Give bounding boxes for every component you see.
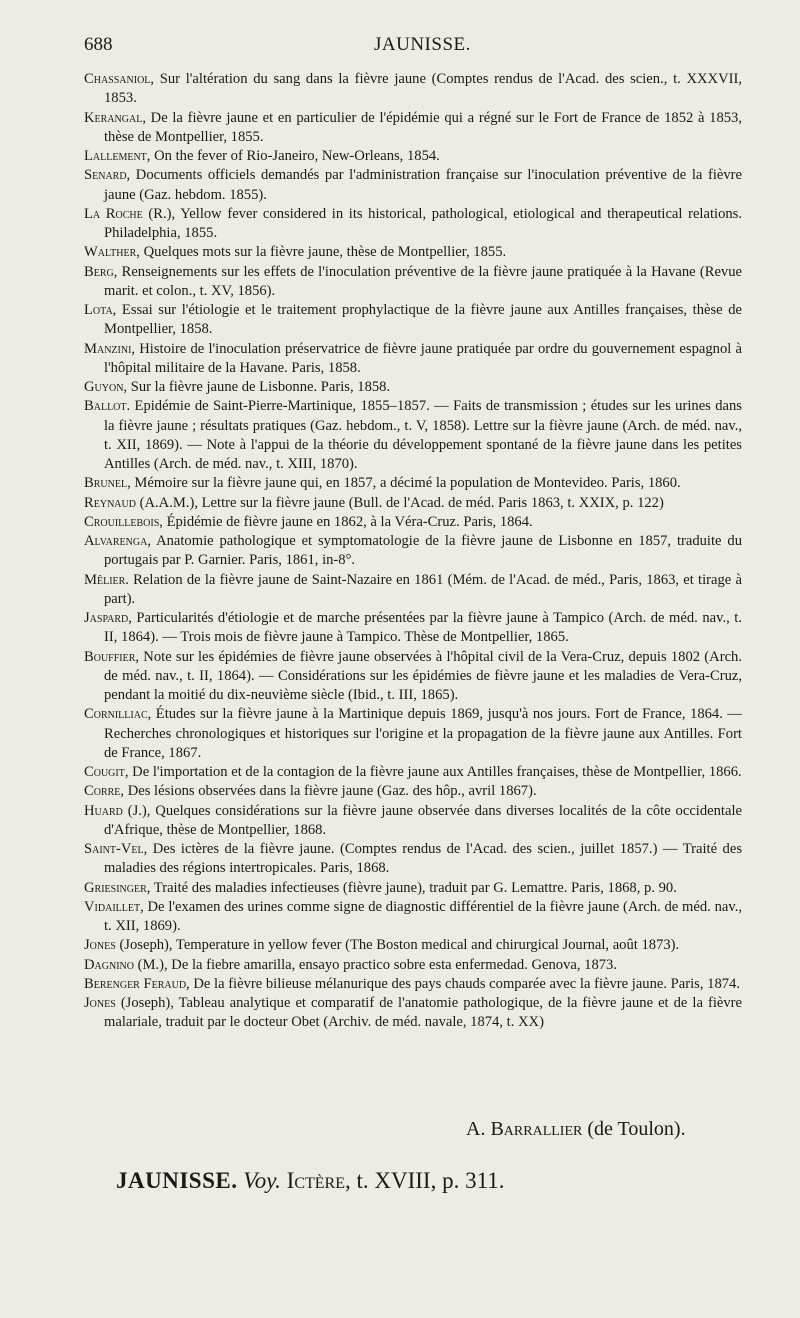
bibliography-entry — [84, 205, 742, 244]
entry-author: Ballot. — [84, 398, 131, 415]
bibliography-entry — [84, 340, 742, 379]
entry-text: De la fièvre jaune et en particulier de l'épidémie qui a régné sur le Fort de France de 1852 à 1853, thèse de Montpellier, 1855. — [104, 109, 742, 145]
bibliography-entry — [84, 474, 742, 493]
bibliography-entry — [84, 513, 742, 532]
entry-author: Vidaillet, — [84, 898, 144, 915]
entry-text: Épidémie de fièvre jaune en 1862, à la Véra-Cruz. Paris, 1864. — [162, 513, 533, 530]
entry-author: Jaspard, — [84, 610, 132, 626]
bibliography-entry — [84, 243, 742, 262]
entry-author: Berg, — [84, 263, 118, 280]
entry-author: Cougit, — [84, 764, 129, 780]
signature-place: (de Toulon). — [587, 1118, 686, 1140]
entry-text: Mémoire sur la fièvre jaune qui, en 1857, a décimé la population de Montevideo. Paris, 1860. — [130, 475, 681, 492]
entry-author: Chassaniol, — [84, 71, 155, 87]
entry-author: Dagnino — [84, 956, 134, 973]
entry-author: Saint-Vel, — [84, 841, 148, 857]
running-title: JAUNISSE. — [374, 34, 471, 55]
entry-text: Études sur la fièvre jaune à la Martinique depuis 1869, jusqu'à nos jours. Fort de France, 1864. — Recherches chronologiques et historiques sur l'origine et la propagation de la fièvre jaune aux Antilles. Fort de France, 1867. — [104, 706, 742, 761]
entry-author: Jones — [84, 937, 116, 954]
entry-text: De la fièvre bilieuse mélanurique des pays chauds comparée avec la fièvre jaune. Paris, 1874. — [189, 975, 740, 992]
entry-text: Sur la fièvre jaune de Lisbonne. Paris, 1858. — [127, 379, 391, 395]
entry-author: Griesinger, — [84, 879, 151, 896]
signature-name: Barrallier — [490, 1118, 583, 1140]
entry-text: Sur l'altération du sang dans la fièvre jaune (Comptes rendus de l'Acad. des scien., t. XXXVII, 1853. — [104, 71, 742, 107]
entry-author: Kerangal, — [84, 109, 146, 126]
bibliography-entry — [84, 648, 742, 706]
bibliography-entry — [84, 571, 742, 610]
entry-author: Cornilliac, — [84, 706, 152, 723]
bibliography-entry — [84, 705, 742, 763]
entry-author: Lota, — [84, 302, 117, 318]
entry-author: Berenger Feraud, — [84, 975, 190, 992]
bibliography-entry — [84, 802, 742, 841]
crossref-target: Ictère, — [286, 1168, 351, 1193]
entry-author: Jones — [84, 995, 116, 1011]
bibliography-entry — [84, 898, 742, 937]
entry-text: Histoire de l'inoculation préservatrice de fièvre jaune pratiquée par ordre du gouvernement espagnol à l'hôpital militaire de la Havane. Paris, 1858. — [104, 340, 742, 376]
crossref-headword: JAUNISSE. — [116, 1168, 238, 1193]
bibliography-entry — [84, 109, 742, 148]
entry-author: Manzini, — [84, 340, 136, 357]
bibliography-entry — [84, 975, 742, 994]
bibliography-entry — [84, 263, 742, 302]
entry-text: Renseignements sur les effets de l'inoculation préventive de la fièvre jaune pratiquée à la Havane (Revue marit. et colon., t. XV, 1856). — [104, 263, 742, 299]
bibliography-entry — [84, 70, 742, 109]
entry-text: (J.), Quelques considérations sur la fièvre jaune observée dans diverses localités de la côte occidentale d'Afrique, thèse de Montpellier, 1868. — [104, 802, 742, 838]
entry-text: (A.A.M.), Lettre sur la fièvre jaune (Bull. de l'Acad. de méd. Paris 1863, t. XXIX, p. 122) — [135, 494, 664, 511]
entry-text: Essai sur l'étiologie et le traitement prophylactique de la fièvre jaune aux Antilles françaises, thèse de Montpellier, 1858. — [104, 302, 742, 338]
entry-author: Alvarenga, — [84, 533, 151, 549]
entry-author: Corre, — [84, 783, 125, 800]
bibliography-entry — [84, 936, 742, 955]
bibliography-entry — [84, 301, 742, 340]
entry-author: Crouillebois, — [84, 513, 163, 530]
bibliography-entry — [84, 763, 742, 782]
entry-author: Bouffier, — [84, 648, 140, 665]
entry-text: (M.), De la fiebre amarilla, ensayo practico sobre esta enfermedad. Genova, 1873. — [133, 956, 617, 973]
entry-author: Guyon, — [84, 379, 128, 395]
entry-author: Mêlier. — [84, 571, 129, 588]
crossref-location: t. XVIII, p. 311. — [356, 1168, 505, 1193]
bibliography-entry — [84, 166, 742, 205]
entry-author: Huard — [84, 802, 123, 819]
bibliography-entry — [84, 397, 742, 474]
bibliography-entry — [84, 782, 742, 801]
entry-text: Epidémie de Saint-Pierre-Martinique, 1855–1857. — Faits de transmission ; études sur les urines dans la fièvre jaune ; résultats pratiques (Gaz. hebdom., t. V, 1858). Lettre sur la fièvre jaune (Arch. de méd. nav., t. XII, 1869). — Note à l'appui de la théorie du développement spontané de la fièvre jaune dans les petites Antilles (Arch. de méd. nav., t. XIII, 1870). — [104, 398, 742, 472]
entry-text: Anatomie pathologique et symptomatologie de la fièvre jaune de Lisbonne en 1857, traduite du portugais par P. Garnier. Paris, 1861, in-8°. — [104, 533, 742, 569]
entry-text: Documents officiels demandés par l'administration française sur l'inoculation préventive de la fièvre jaune (Gaz. hebdom. 1855). — [104, 167, 742, 203]
entry-text: Note sur les épidémies de fièvre jaune observées à l'hôpital civil de la Vera-Cruz, depuis 1802 (Arch. de méd. nav., t. II, 1864). — Considérations sur les épidémies de fièvre jaune et les maladies de Vera-Cruz, pendant la moitié du dix-neuvième siècle (Ibid., t. III, 1865). — [104, 648, 742, 703]
page-number: 688 — [84, 34, 113, 55]
bibliography-entry — [84, 147, 742, 166]
author-signature — [466, 1118, 686, 1141]
bibliography-entry — [84, 378, 742, 397]
bibliography-entry — [84, 494, 742, 513]
crossref-voy: Voy. — [243, 1168, 281, 1193]
signature-initial: A. — [466, 1118, 486, 1140]
page-header — [84, 34, 744, 64]
cross-reference — [116, 1168, 504, 1194]
entry-text: (Joseph), Tableau analytique et comparatif de l'anatomie pathologique, de la fièvre jaune et de la fièvre malariale, traduit par le docteur Obet (Archiv. de méd. navale, 1874, t. XX) — [104, 995, 742, 1031]
entry-author: Senard, — [84, 167, 131, 184]
entry-text: De l'importation et de la contagion de la fièvre jaune aux Antilles françaises, thèse de Montpellier, 1866. — [128, 764, 742, 780]
entry-text: Relation de la fièvre jaune de Saint-Nazaire en 1861 (Mém. de l'Acad. de méd., Paris, 1863, et tirage à part). — [104, 571, 742, 607]
entry-text: Des ictères de la fièvre jaune. (Comptes rendus de l'Acad. des scien., juillet 1857.) — Traité des maladies des régions intertropicales. Paris, 1868. — [104, 841, 742, 877]
bibliography-entry — [84, 609, 742, 648]
entry-text: Des lésions observées dans la fièvre jaune (Gaz. des hôp., avril 1867). — [124, 783, 537, 800]
entry-text: (Joseph), Temperature in yellow fever (The Boston medical and chirurgical Journal, août 1873). — [115, 937, 680, 954]
bibliography-entry — [84, 840, 742, 879]
entry-text: Traité des maladies infectieuses (fièvre jaune), traduit par G. Lemattre. Paris, 1868, p. 90. — [150, 879, 677, 896]
entry-author: Lallement, — [84, 148, 151, 164]
entry-author: Reynaud — [84, 494, 136, 511]
bibliography-entry — [84, 532, 742, 571]
entry-text: De l'examen des urines comme signe de diagnostic différentiel de la fièvre jaune (Arch. de méd. nav., t. XII, 1869). — [104, 898, 742, 934]
bibliography-entry — [84, 956, 742, 975]
bibliography-entry — [84, 879, 742, 898]
entry-text: Quelques mots sur la fièvre jaune, thèse de Montpellier, 1855. — [139, 244, 507, 261]
entry-author: La Roche — [84, 205, 143, 222]
bibliography-list — [84, 70, 742, 1033]
bibliography-entry — [84, 994, 742, 1033]
entry-author: Walther, — [84, 244, 140, 261]
entry-text: (R.), Yellow fever considered in its historical, pathological, etiological and therapeutical relations. Philadelphia, 1855. — [104, 205, 742, 241]
entry-text: Particularités d'étiologie et de marche présentées par la fièvre jaune à Tampico (Arch. de méd. nav., t. II, 1864). — Trois mois de fièvre jaune à Tampico. Thèse de Montpellier, 1865. — [104, 610, 742, 646]
entry-text: On the fever of Rio-Janeiro, New-Orleans, 1854. — [150, 148, 440, 164]
entry-author: Brunel, — [84, 475, 131, 492]
